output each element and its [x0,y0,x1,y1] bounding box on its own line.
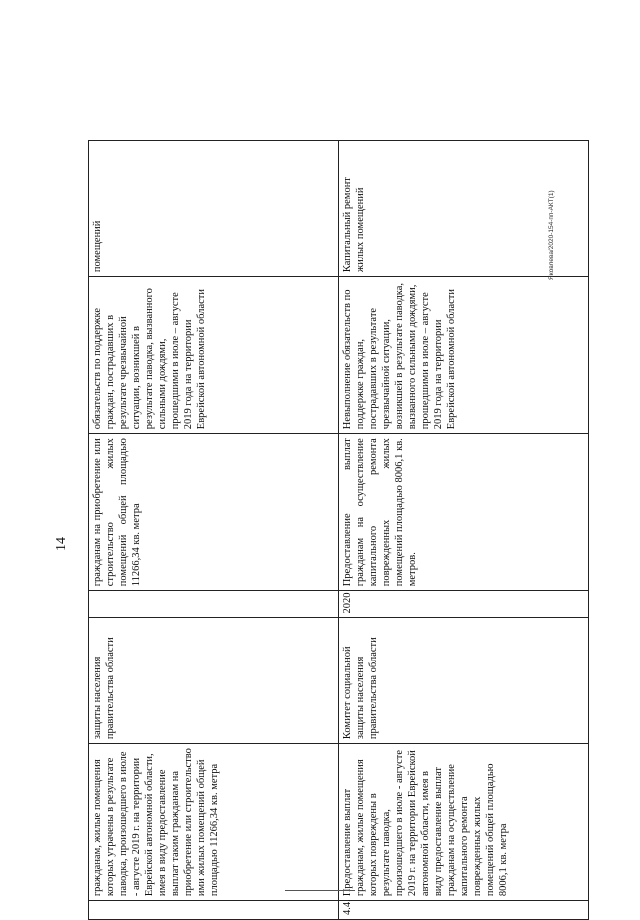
linked-indicator: Капитальный ремонт жилых помещений [339,141,589,277]
page-number: 14 [54,537,69,551]
expected-result: Предоставление выплат гражданам на осуществление капитального ремонта поврежденных жилых помещений площадью 8006,1 кв. метров. [339,434,589,591]
row-number: 4.4. [339,901,589,920]
measure-name: гражданам, жилые помещения которых утрачены в результате паводка, произошедшего в июле - августе 2019 г. на территории Еврейской автономной области, имея в виду предоставление выплат таким гражданам на приобретение или строительство ими жилых помещений общей площадью 11266,34 кв. метра [89,744,339,901]
executor: Комитет социальной защиты населения правительства области [339,618,589,744]
risk: обязательств по поддержке граждан, пострадавших в результате чрезвычайной ситуации, возникшей в результате паводка, вызванного сильными дождями, прошедшими в июле – августе 2019 года на территории Еврейской автономной области [89,277,339,434]
rotated-page [48,160,568,920]
year: 2020 [339,591,589,618]
bottom-divider [285,890,355,891]
row-number [89,901,339,920]
table-row [89,141,339,920]
measures-table [88,140,589,920]
year [89,591,339,618]
document-code: Яковлева/2020-154-пп-АКТ(1) [548,190,555,280]
risk: Невыполнение обязательств по поддержке граждан, пострадавших в результате чрезвычайной ситуации, возникшей в результате паводка, вызванного сильными дождями, прошедшими в июле – августе 2019 года на территории Еврейской автономной области [339,277,589,434]
linked-indicator: помещений [89,141,339,277]
expected-result: гражданам на приобретение или строительство жилых помещений общей площадью 11266,34 кв. метра [89,434,339,591]
measure-name: Предоставление выплат гражданам, жилые помещения которых повреждены в результате паводка, произошедшего в июле - августе 2019 г. на территории Еврейской автономной области, имея в виду предоставление выплат гражданам на осуществление капитального ремонта поврежденных жилых помещений общей площадью 8006,1 кв. метра [339,744,589,901]
executor: защиты населения правительства области [89,618,339,744]
